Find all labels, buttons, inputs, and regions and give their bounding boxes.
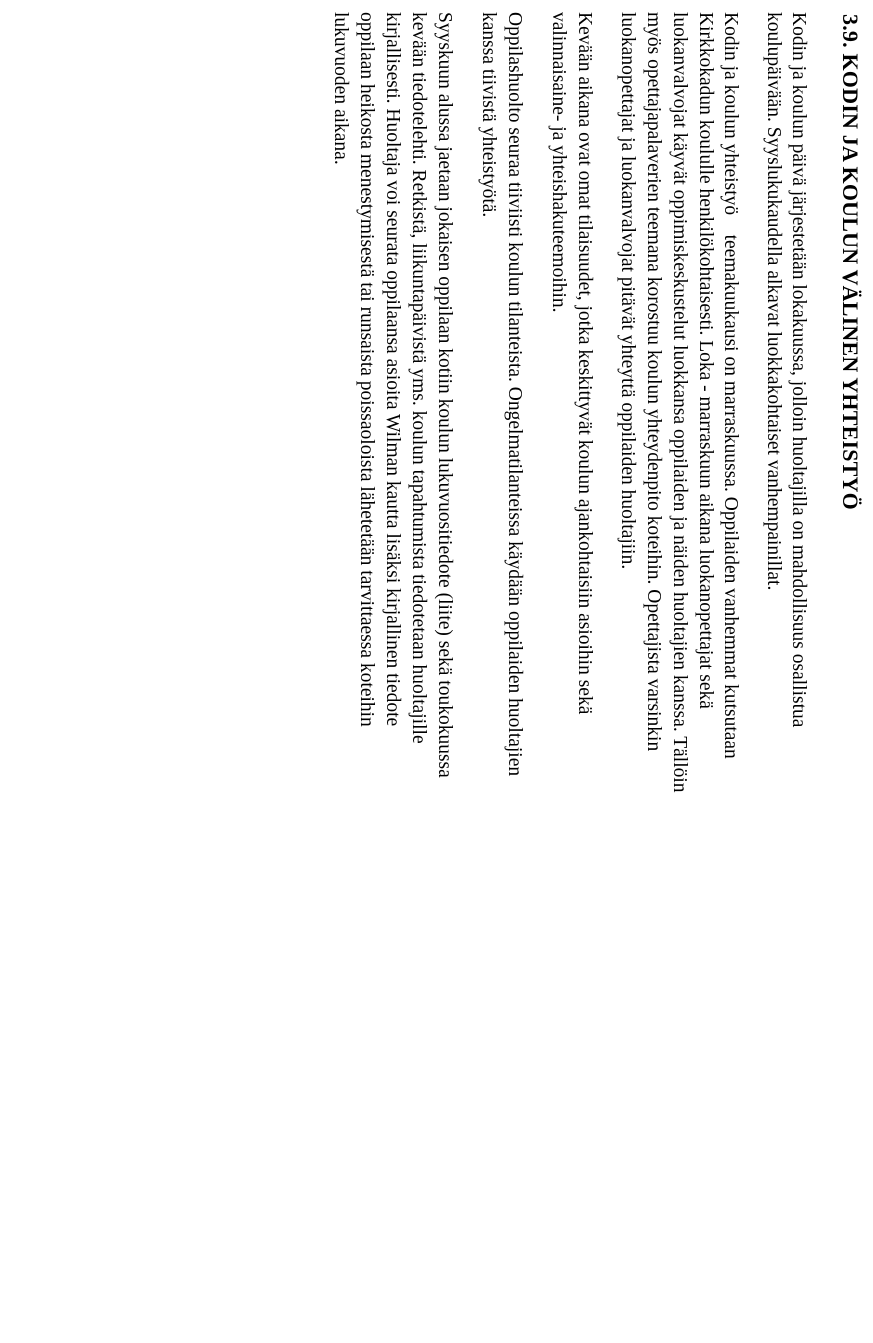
paragraph-line: lukuvuoden aikana. bbox=[330, 12, 351, 165]
paragraph-line: Kodin ja koulun päivä järjestetään lokakuussa, jolloin huoltajilla on mahdollisuus osallistua bbox=[788, 12, 809, 728]
paragraph-line: oppilaan heikosta menestymisestä tai runsaista poissaoloista lähetetään tarvittaessa koteihin bbox=[356, 12, 377, 727]
paragraph-line: Kirkkokadun koululle henkilökohtaisesti. Loka - marraskuun aikana luokanopettajat sekä bbox=[695, 12, 716, 709]
paragraph-line: Syyskuun alussa jaetaan jokaisen oppilaan kotiin koulun lukuvuositiedote (liite) sekä toukokuussa bbox=[434, 12, 455, 778]
paragraph-line: valinnaisaine- ja yhteishakuteemoihin. bbox=[548, 12, 569, 313]
paragraph-line: kirjallisesti. Huoltaja voi seurata oppilaansa asioita Wilman kautta lisäksi kirjallinen tiedote bbox=[382, 12, 403, 727]
paragraph-line: Kevään aikana ovat omat tilaisuudet, jotka keskittyvät koulun ajankohtaisiin asioihin sekä bbox=[574, 12, 595, 715]
paragraph-line: Oppilashuolto seuraa tiiviisti koulun tilanteista. Ongelmatilanteissa käydään oppilaiden huoltajien bbox=[504, 12, 525, 777]
paragraph-line: kanssa tiivistä yhteistyötä. bbox=[478, 12, 499, 218]
paragraph-line: kevään tiedotelehti. Retkistä, liikuntapäivistä yms. koulun tapahtumista tiedotetaan huoltajille bbox=[408, 12, 429, 744]
paragraph-line: luokanopettajat ja luokanvalvojat pitävät yhteyttä oppilaiden huoltajiin. bbox=[617, 12, 638, 570]
paragraph-line: Kodin ja koulun yhteistyö teemakuukausi on marraskuussa. Oppilaiden vanhemmat kutsutaan bbox=[720, 12, 741, 759]
section-heading: 3.9. KODIN JA KOULUN VÄLINEN YHTEISTYÖ bbox=[838, 14, 863, 510]
paragraph-line: luokanvalvojat käyvät oppimiskeskustelut luokkansa oppilaiden ja näiden huoltajien kanssa. Tällöin bbox=[669, 12, 690, 793]
paragraph-line: myös opettajapalaverien teemana korostuu koulun yhteydenpito koteihin. Opettajista varsinkin bbox=[643, 12, 664, 752]
paragraph-line: koulupäivään. Syyslukukaudella alkavat luokkakohtaiset vanhempainillat. bbox=[763, 12, 784, 591]
